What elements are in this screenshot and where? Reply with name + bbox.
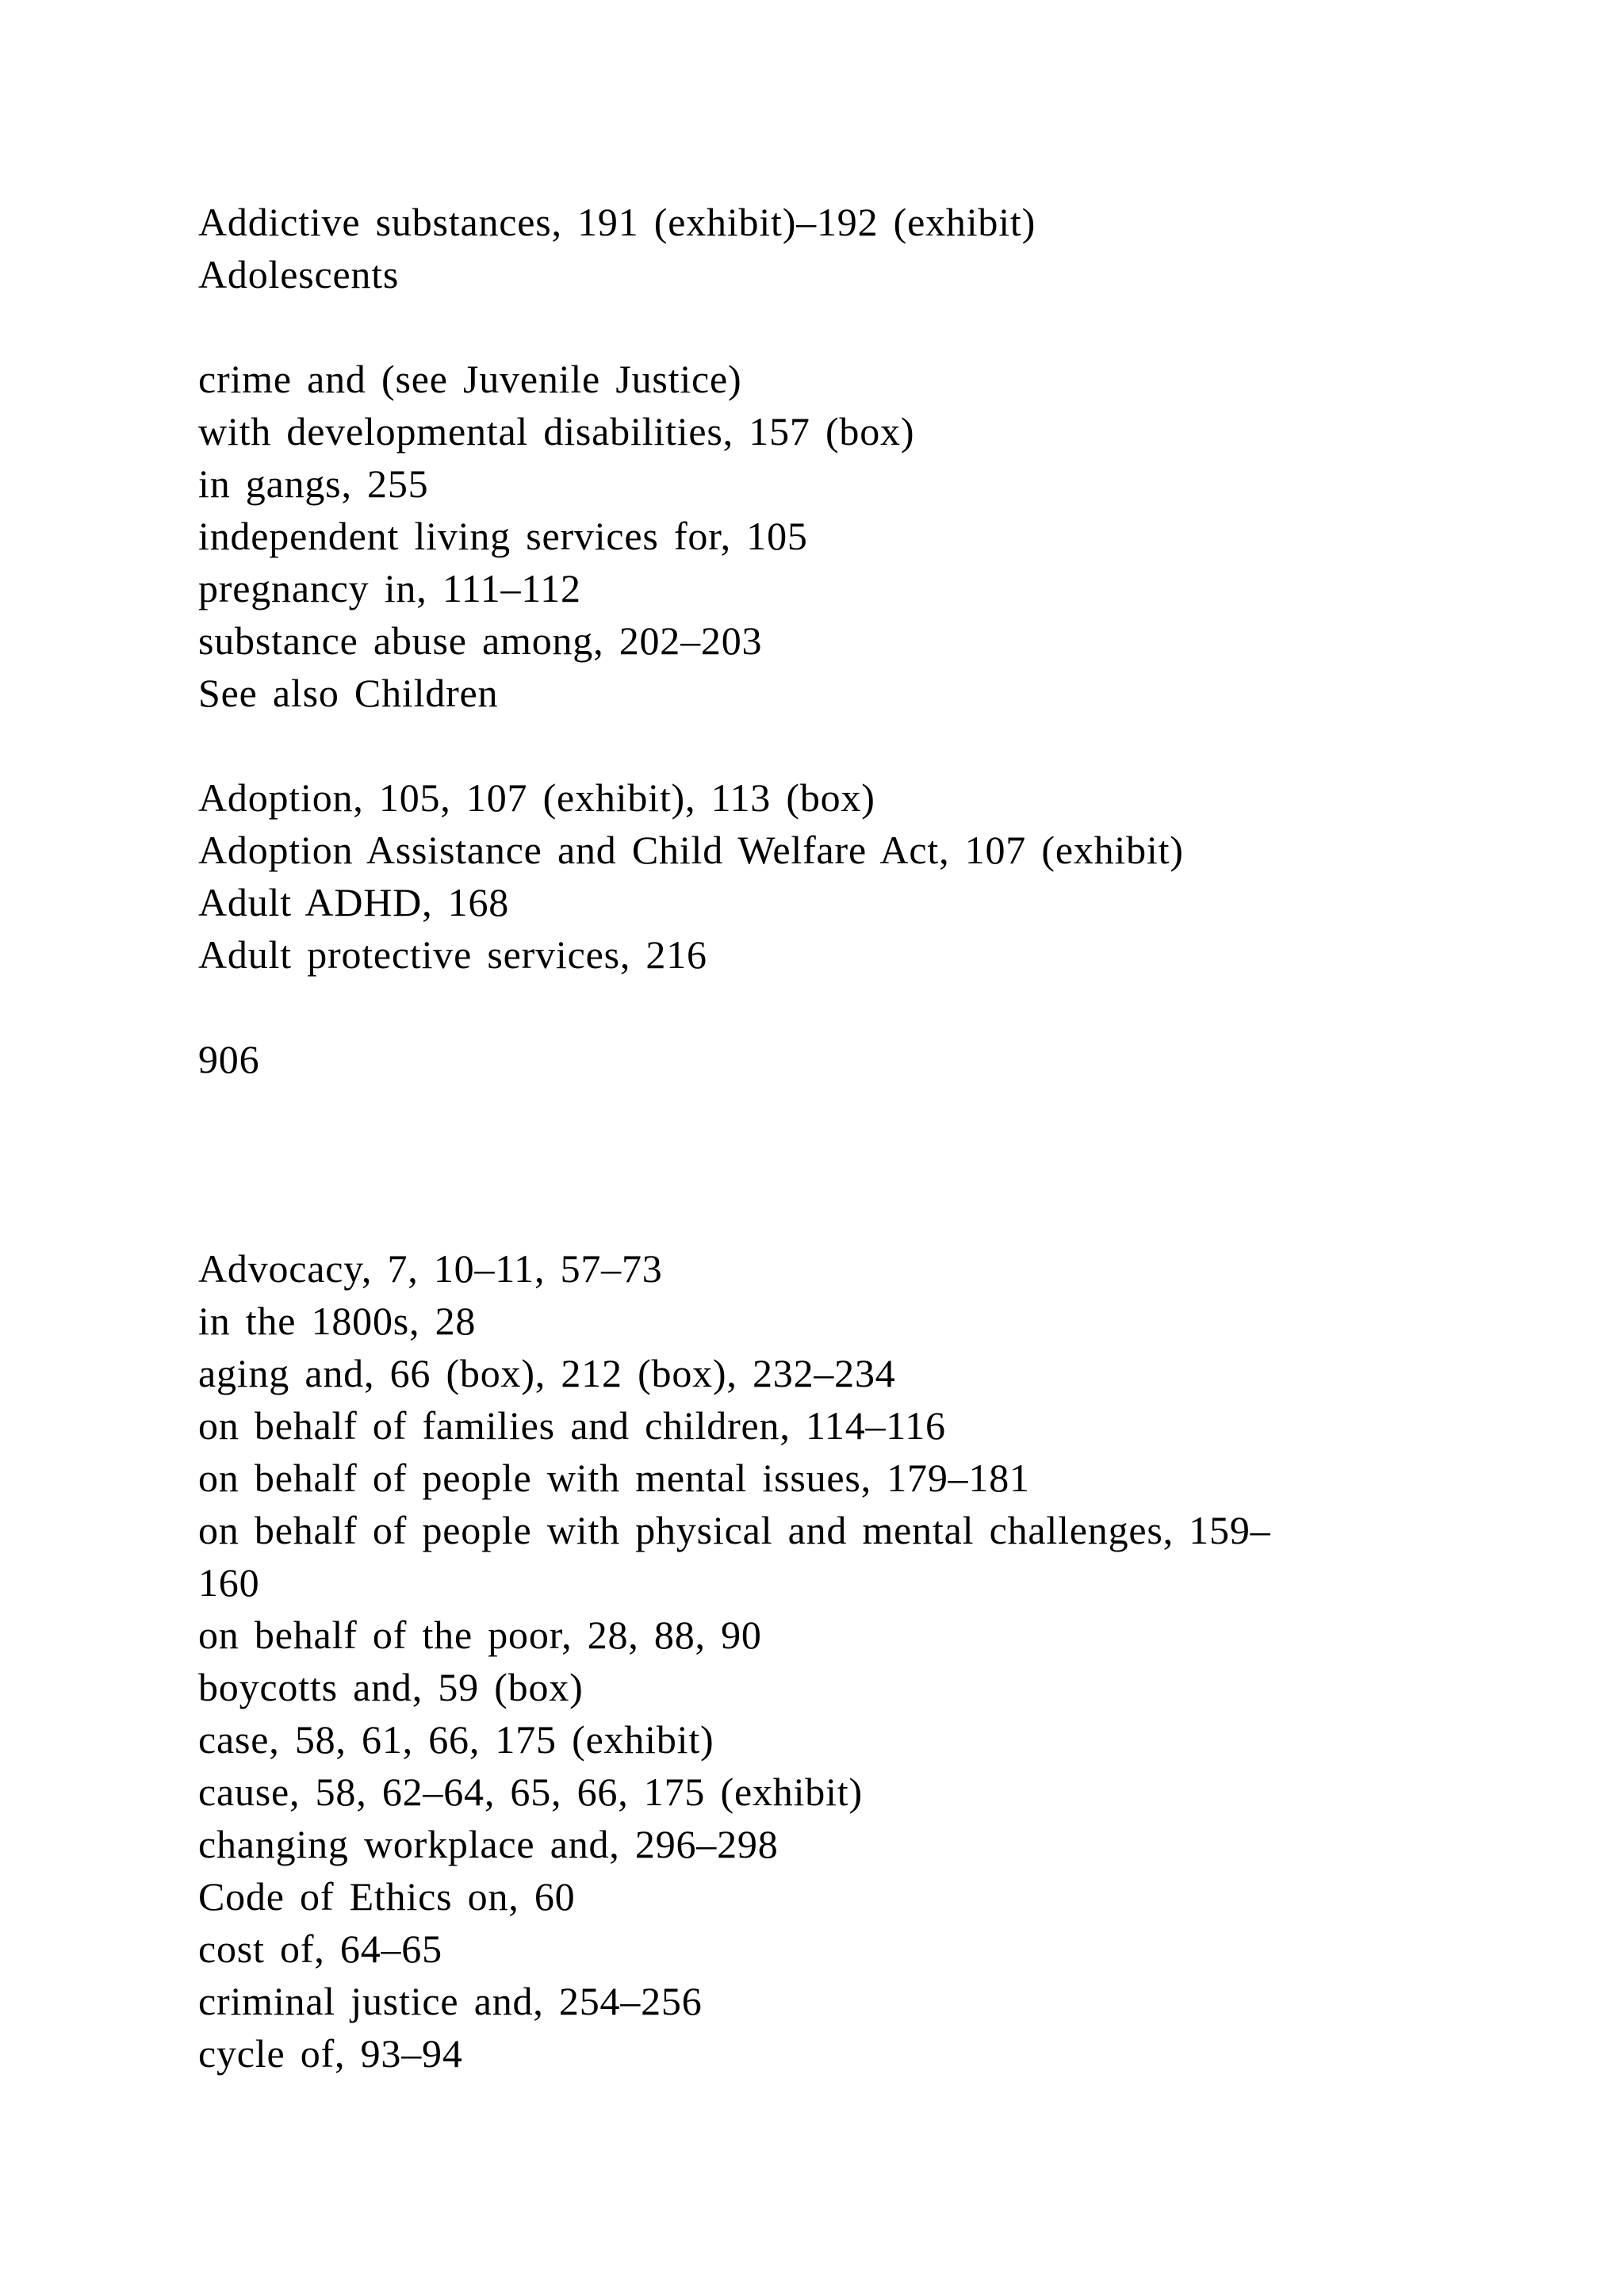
index-subentry: in the 1800s, 28 <box>198 1299 477 1343</box>
index-cross-reference: See also Children <box>198 671 499 715</box>
index-subentry: with developmental disabilities, 157 (box) <box>198 409 915 453</box>
page-number: 906 <box>198 1037 260 1081</box>
index-subentry: on behalf of people with mental issues, 179–181 <box>198 1456 1030 1500</box>
index-entry: Adoption Assistance and Child Welfare Act, 107 (exhibit) <box>198 828 1184 872</box>
index-subentry: crime and (see Juvenile Justice) <box>198 357 742 401</box>
index-subentry: substance abuse among, 202–203 <box>198 618 763 663</box>
index-subentry: case, 58, 61, 66, 175 (exhibit) <box>198 1717 714 1762</box>
index-subentry: in gangs, 255 <box>198 461 429 506</box>
index-heading: Adolescents <box>198 252 400 297</box>
index-heading: Advocacy, 7, 10–11, 57–73 <box>198 1246 663 1291</box>
index-subentry-continuation: 160 <box>198 1560 260 1605</box>
index-subentry: on behalf of the poor, 28, 88, 90 <box>198 1613 762 1657</box>
index-subentry: changing workplace and, 296–298 <box>198 1822 779 1866</box>
index-entry: Adult ADHD, 168 <box>198 880 510 924</box>
index-subentry: on behalf of people with physical and mental challenges, 159– <box>198 1508 1271 1552</box>
index-subentry: aging and, 66 (box), 212 (box), 232–234 <box>198 1351 896 1395</box>
index-entry: Adoption, 105, 107 (exhibit), 113 (box) <box>198 775 875 820</box>
index-subentry: Code of Ethics on, 60 <box>198 1874 576 1919</box>
index-entry: Addictive substances, 191 (exhibit)–192 (exhibit) <box>198 200 1036 244</box>
index-subentry: cycle of, 93–94 <box>198 2031 463 2076</box>
index-subentry: cost of, 64–65 <box>198 1927 442 1971</box>
index-entry: Adult protective services, 216 <box>198 932 707 977</box>
index-subentry: boycotts and, 59 (box) <box>198 1665 584 1709</box>
index-subentry: on behalf of families and children, 114–116 <box>198 1403 946 1448</box>
index-subentry: cause, 58, 62–64, 65, 66, 175 (exhibit) <box>198 1770 863 1814</box>
index-subentry: criminal justice and, 254–256 <box>198 1979 703 2023</box>
index-subentry: independent living services for, 105 <box>198 514 808 558</box>
index-subentry: pregnancy in, 111–112 <box>198 566 581 610</box>
